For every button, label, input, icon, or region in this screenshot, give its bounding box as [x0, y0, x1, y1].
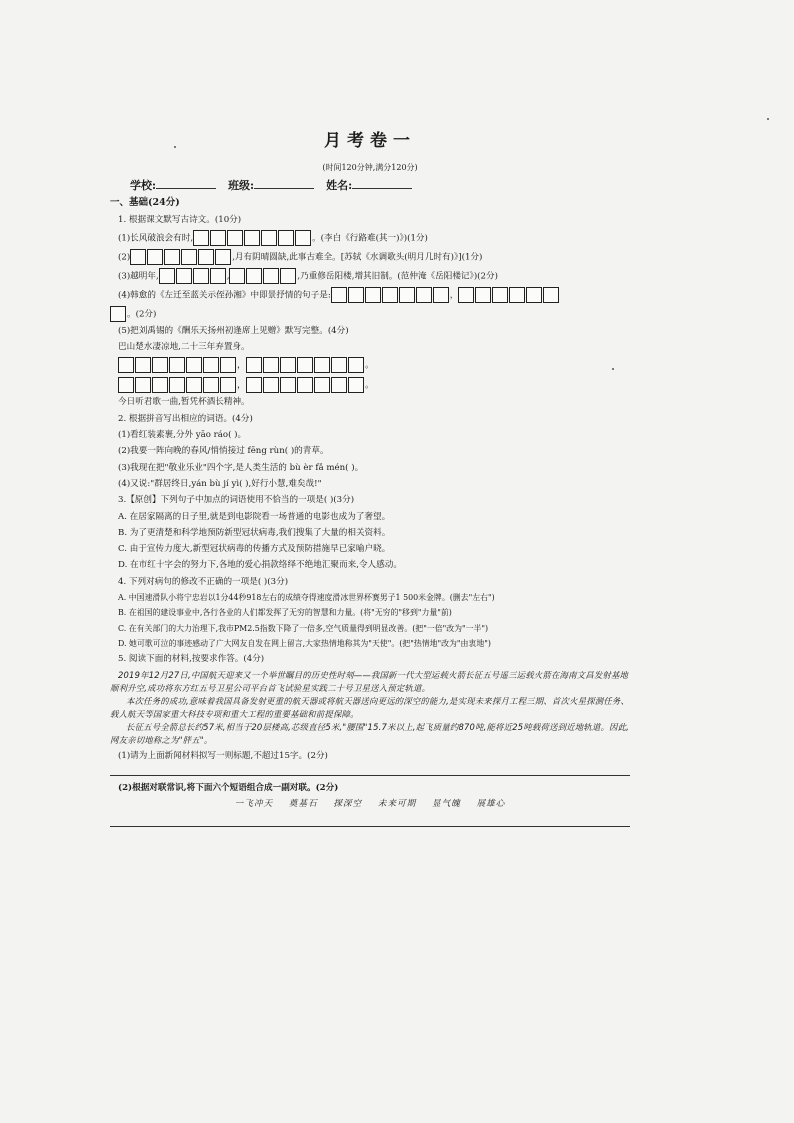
answer-boxes[interactable] [226, 268, 297, 284]
exam-page [110, 110, 630, 833]
phrase-item: 展雄心 [476, 799, 506, 810]
q2-heading: 2. 根据拼音写出相应的词语。(4分) [118, 413, 253, 424]
q1-item-2 [118, 249, 630, 265]
name-label: 姓名: [326, 178, 353, 192]
reading-paragraph-1: 2019年12月27日,中国航天迎来又一个举世瞩目的历史性时刻——我国新一代大型运载火箭长征五号遥三运载火箭在海南文昌发射基地顺利升空,成功将东方红五号卫星公司平台首飞试验星实践二十号卫星送入预定轨道。 [110, 670, 629, 694]
q5-sub-1: (1)请为上面新闻材料拟写一则标题,不超过15字。(2分) [118, 751, 328, 762]
class-label: 班级: [228, 178, 255, 192]
class-field[interactable] [228, 177, 314, 194]
phrase-item: 显气魄 [431, 799, 461, 810]
school-blank[interactable] [156, 178, 216, 189]
poem-line-1: 巴山楚水凄凉地,二十三年弃置身。 [118, 342, 250, 353]
q3-option-c: C. 由于宣传力度大,新型冠状病毒的传播方式及预防措施早已家喻户晓。 [118, 544, 391, 555]
page-title: 月考卷一 [324, 131, 416, 151]
school-field[interactable] [130, 177, 216, 194]
phrase-item: 探深空 [333, 799, 363, 810]
reading-paragraph-3: 长征五号全箭总长约57米,相当于20层楼高,芯级直径5米,"腰围"15.7米以上,起飞质量约870吨,能将近25吨载荷送到近地轨道。因此,网友亲切地称之为"胖五"。 [110, 722, 630, 746]
poem-answer-row-1[interactable]: ， 。 [118, 357, 630, 373]
phrase-item: 奠基石 [288, 799, 318, 810]
q2-item-1: (1)看红装素裹,分外 yāo ráo( )。 [118, 429, 247, 440]
comma: , [226, 271, 230, 282]
answer-boxes[interactable] [110, 306, 127, 322]
phrase-item: 一飞冲天 [234, 799, 274, 810]
q4-option-a: A. 中国速滑队小将宁忠岩以1分44秒918左右的成绩夺得速度滑冰世界杯赛男子1 500米金牌。(删去"左右") [118, 593, 495, 603]
school-label: 学校: [130, 178, 157, 192]
q1-item-1 [118, 230, 630, 246]
q5-heading: 5. 阅读下面的材料,按要求作答。(4分) [118, 654, 265, 665]
student-info [130, 177, 630, 194]
phrase-item: 未来可期 [377, 799, 417, 810]
q1-heading: 1. 根据课文默写古诗文。(10分) [118, 214, 242, 225]
q4-heading: 4. 下列对病句的修改不正确的一项是( )(3分) [118, 576, 289, 587]
answer-line[interactable] [110, 774, 630, 776]
q1-item-3-text: (3)越明年, [118, 271, 159, 282]
q4-option-d: D. 她可歌可泣的事迹感动了广大网友自发在网上留言,大家热情地称其为"天使"。(把"热情地"改为"由衷地") [118, 638, 491, 648]
q3-option-d: D. 在市红十字会的努力下,各地的爱心捐款络绎不绝地汇聚而来,令人感动。 [118, 560, 402, 571]
q5-sub-2: (2)根据对联常识,将下面六个短语组合成一副对联。(2分) [118, 782, 339, 793]
phrase-list [110, 798, 630, 811]
q3-heading: 3.【原创】下列句子中加点的词语使用不恰当的一项是( )(3分) [118, 495, 355, 506]
q4-option-c: C. 在有关部门的大力治理下,我市PM2.5指数下降了一倍多,空气质量得到明显改善。(把"一倍"改为"一半") [118, 623, 489, 633]
answer-boxes[interactable] [458, 287, 560, 303]
class-blank[interactable] [254, 178, 314, 189]
poem-answer-row-2[interactable]: ， 。 [118, 377, 630, 393]
section-heading: 一、基础(24分) [110, 196, 180, 208]
answer-boxes[interactable] [130, 249, 232, 265]
q3-option-a: A. 在居家隔离的日子里,就是到电影院看一场普通的电影也成为了奢望。 [118, 511, 391, 522]
q1-item-4: (4)韩愈的《左迁至蓝关示侄孙湘》中即景抒情的句子是: ， [118, 287, 630, 303]
answer-boxes[interactable] [193, 230, 312, 246]
q1-item-4-text: (4)韩愈的《左迁至蓝关示侄孙湘》中即景抒情的句子是: [118, 290, 331, 301]
speck [767, 118, 769, 120]
answer-boxes[interactable] [159, 268, 227, 284]
q1-item-4-score: 。(2分) [127, 309, 157, 320]
q1-item-3 [118, 268, 630, 284]
q2-item-2: (2)我要一阵向晚的春风/悄悄接过 fēng rùn( )的青草。 [118, 446, 329, 457]
q1-item-5: (5)把刘禹锡的《酬乐天扬州初逢席上见赠》默写完整。(4分) [118, 325, 349, 336]
q2-item-4: (4)又说:"群居终日,yán bù jí yì( ),好行小慧,难矣哉!" [118, 478, 322, 489]
q1-item-1-text: (1)长风破浪会有时, [118, 233, 194, 244]
name-blank[interactable] [352, 178, 412, 189]
q1-item-4-cont [110, 306, 630, 322]
q1-item-2-source: ,月有阴晴圆缺,此事古难全。[苏轼《水调歌头(明月几时有)》](1分) [232, 252, 483, 263]
q1-item-2-text: (2) [118, 252, 131, 263]
q3-option-b: B. 为了更清楚和科学地预防新型冠状病毒,我们搜集了大量的相关资料。 [118, 527, 391, 538]
q1-item-1-source: 。(李白《行路难(其一)》)(1分) [312, 233, 428, 244]
answer-line[interactable] [110, 825, 630, 827]
exam-subtitle: (时间120分钟,满分120分) [322, 163, 418, 173]
name-field[interactable] [326, 177, 412, 194]
q2-item-3: (3)我现在把"敬业乐业"四个字,是人类生活的 bù èr fǎ mén( )。 [118, 462, 364, 473]
answer-boxes[interactable] [331, 287, 450, 303]
poem-line-2: 今日听君歌一曲,暂凭杯酒长精神。 [118, 397, 250, 408]
reading-paragraph-2: 本次任务的成功,意味着我国具备发射更重的航天器或将航天器送向更远的深空的能力,是实现未来探月工程三期、首次火星探测任务、载人航天等国家重大科技专项和重大工程的重要基础和前提保障。 [110, 696, 630, 720]
q1-item-3-source: ,乃重修岳阳楼,增其旧制。(范仲淹《岳阳楼记》)(2分) [297, 271, 498, 282]
q4-option-b: B. 在祖国的建设事业中,各行各业的人们都发挥了无穷的智慧和力量。(将"无穷的"移到"力量"前) [118, 608, 452, 618]
